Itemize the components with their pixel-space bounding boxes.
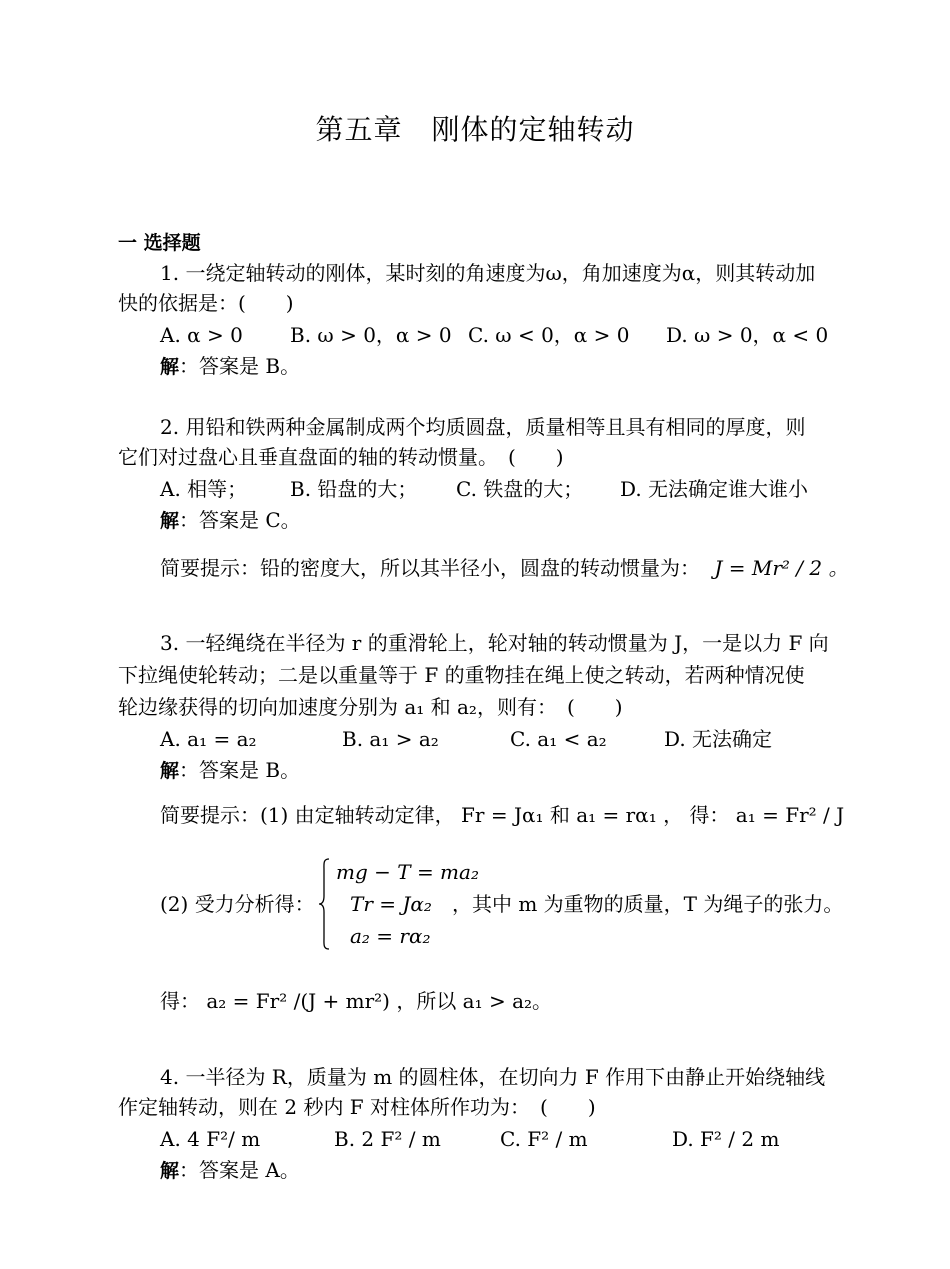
q2-stem-line2: 它们对过盘心且垂直盘面的轴的转动惯量。 ( ) [118,445,564,469]
q4-option-a: A. 4 F²/ m [160,1127,261,1151]
q4-option-c: C. F² / m [500,1127,588,1151]
system-eq-2: Tr = Jα₂ [350,892,432,916]
q3-hint1: 简要提示：(1) 由定轴转动定律， Fr = Jα₁ 和 a₁ = rα₁ ， 得： a₁ = Fr² / J [160,803,845,827]
q4-answer-label: 解 [160,1160,180,1182]
q2-option-c: C. 铁盘的大； [456,477,584,501]
q4-stem-line1: 4. 一半径为 R，质量为 m 的圆柱体，在切向力 F 作用下由静止开始绕轴线 [160,1065,826,1089]
q2-answer-text: ：答案是 C。 [179,508,301,532]
q1-answer-label: 解 [160,356,180,378]
q3-option-c: C. a₁ < a₂ [510,727,607,751]
q3-option-a: A. a₁ = a₂ [160,727,257,751]
q4-option-d: D. F² / 2 m [672,1127,780,1151]
q2-hint-text: 简要提示：铅的密度大，所以其半径小，圆盘的转动惯量为： [160,556,700,580]
q1-option-d: D. ω > 0，α < 0 [666,323,829,347]
q3-answer [160,755,300,786]
section-heading: 一 选择题 [118,232,201,254]
q4-answer-text: ：答案是 A。 [179,1158,300,1182]
q2-option-b: B. 铅盘的大； [290,477,418,501]
q1-answer [160,351,300,382]
q3-stem-line1: 3. 一轻绳绕在半径为 r 的重滑轮上，轮对轴的转动惯量为 J，一是以力 F 向 [160,631,829,655]
q1-option-a: A. α > 0 [160,323,243,347]
q4-answer [160,1155,300,1186]
q2-hint-formula: J = Mr² / 2 。 [714,556,849,580]
chapter-title: 第五章 刚体的定轴转动 [315,113,635,146]
q1-stem-line1: 1. 一绕定轴转动的刚体，某时刻的角速度为ω，角加速度为α，则其转动加 [160,261,816,285]
q1-stem-line2: 快的依据是：( ) [118,291,294,315]
q1-answer-text: ：答案是 B。 [179,354,301,378]
q2-stem-line1: 2. 用铅和铁两种金属制成两个均质圆盘，质量相等且具有相同的厚度，则 [160,415,806,439]
q3-hint2-prefix: (2) 受力分析得： [160,892,315,916]
q1-option-b: B. ω > 0，α > 0 [290,323,452,347]
q2-option-a: A. 相等； [160,477,248,501]
q3-answer-text: ：答案是 B。 [179,758,301,782]
q3-answer-label: 解 [160,760,180,782]
q3-stem-line3: 轮边缘获得的切向加速度分别为 a₁ 和 a₂，则有： ( ) [118,695,623,719]
system-eq-3: a₂ = rα₂ [350,924,431,948]
system-eq-1: mg − T = ma₂ [336,860,479,884]
q3-result: 得： a₂ = Fr² /(J + mr²) ，所以 a₁ > a₂。 [160,989,553,1013]
q2-answer-label: 解 [160,510,180,532]
q4-stem-line2: 作定轴转动，则在 2 秒内 F 对柱体所作功为： ( ) [118,1095,596,1119]
q3-stem-line2: 下拉绳使轮转动；二是以重量等于 F 的重物挂在绳上使之转动，若两种情况使 [118,663,805,687]
q2-option-d: D. 无法确定谁大谁小 [620,477,809,501]
q4-option-b: B. 2 F² / m [334,1127,441,1151]
q3-hint2-suffix: ，其中 m 为重物的质量，T 为绳子的张力。 [452,892,844,916]
q1-option-c: C. ω < 0，α > 0 [468,323,630,347]
q3-option-b: B. a₁ > a₂ [342,727,439,751]
q3-option-d: D. 无法确定 [664,727,773,751]
q2-answer [160,505,301,536]
q2-hint [160,553,848,583]
system-brace [318,858,330,950]
